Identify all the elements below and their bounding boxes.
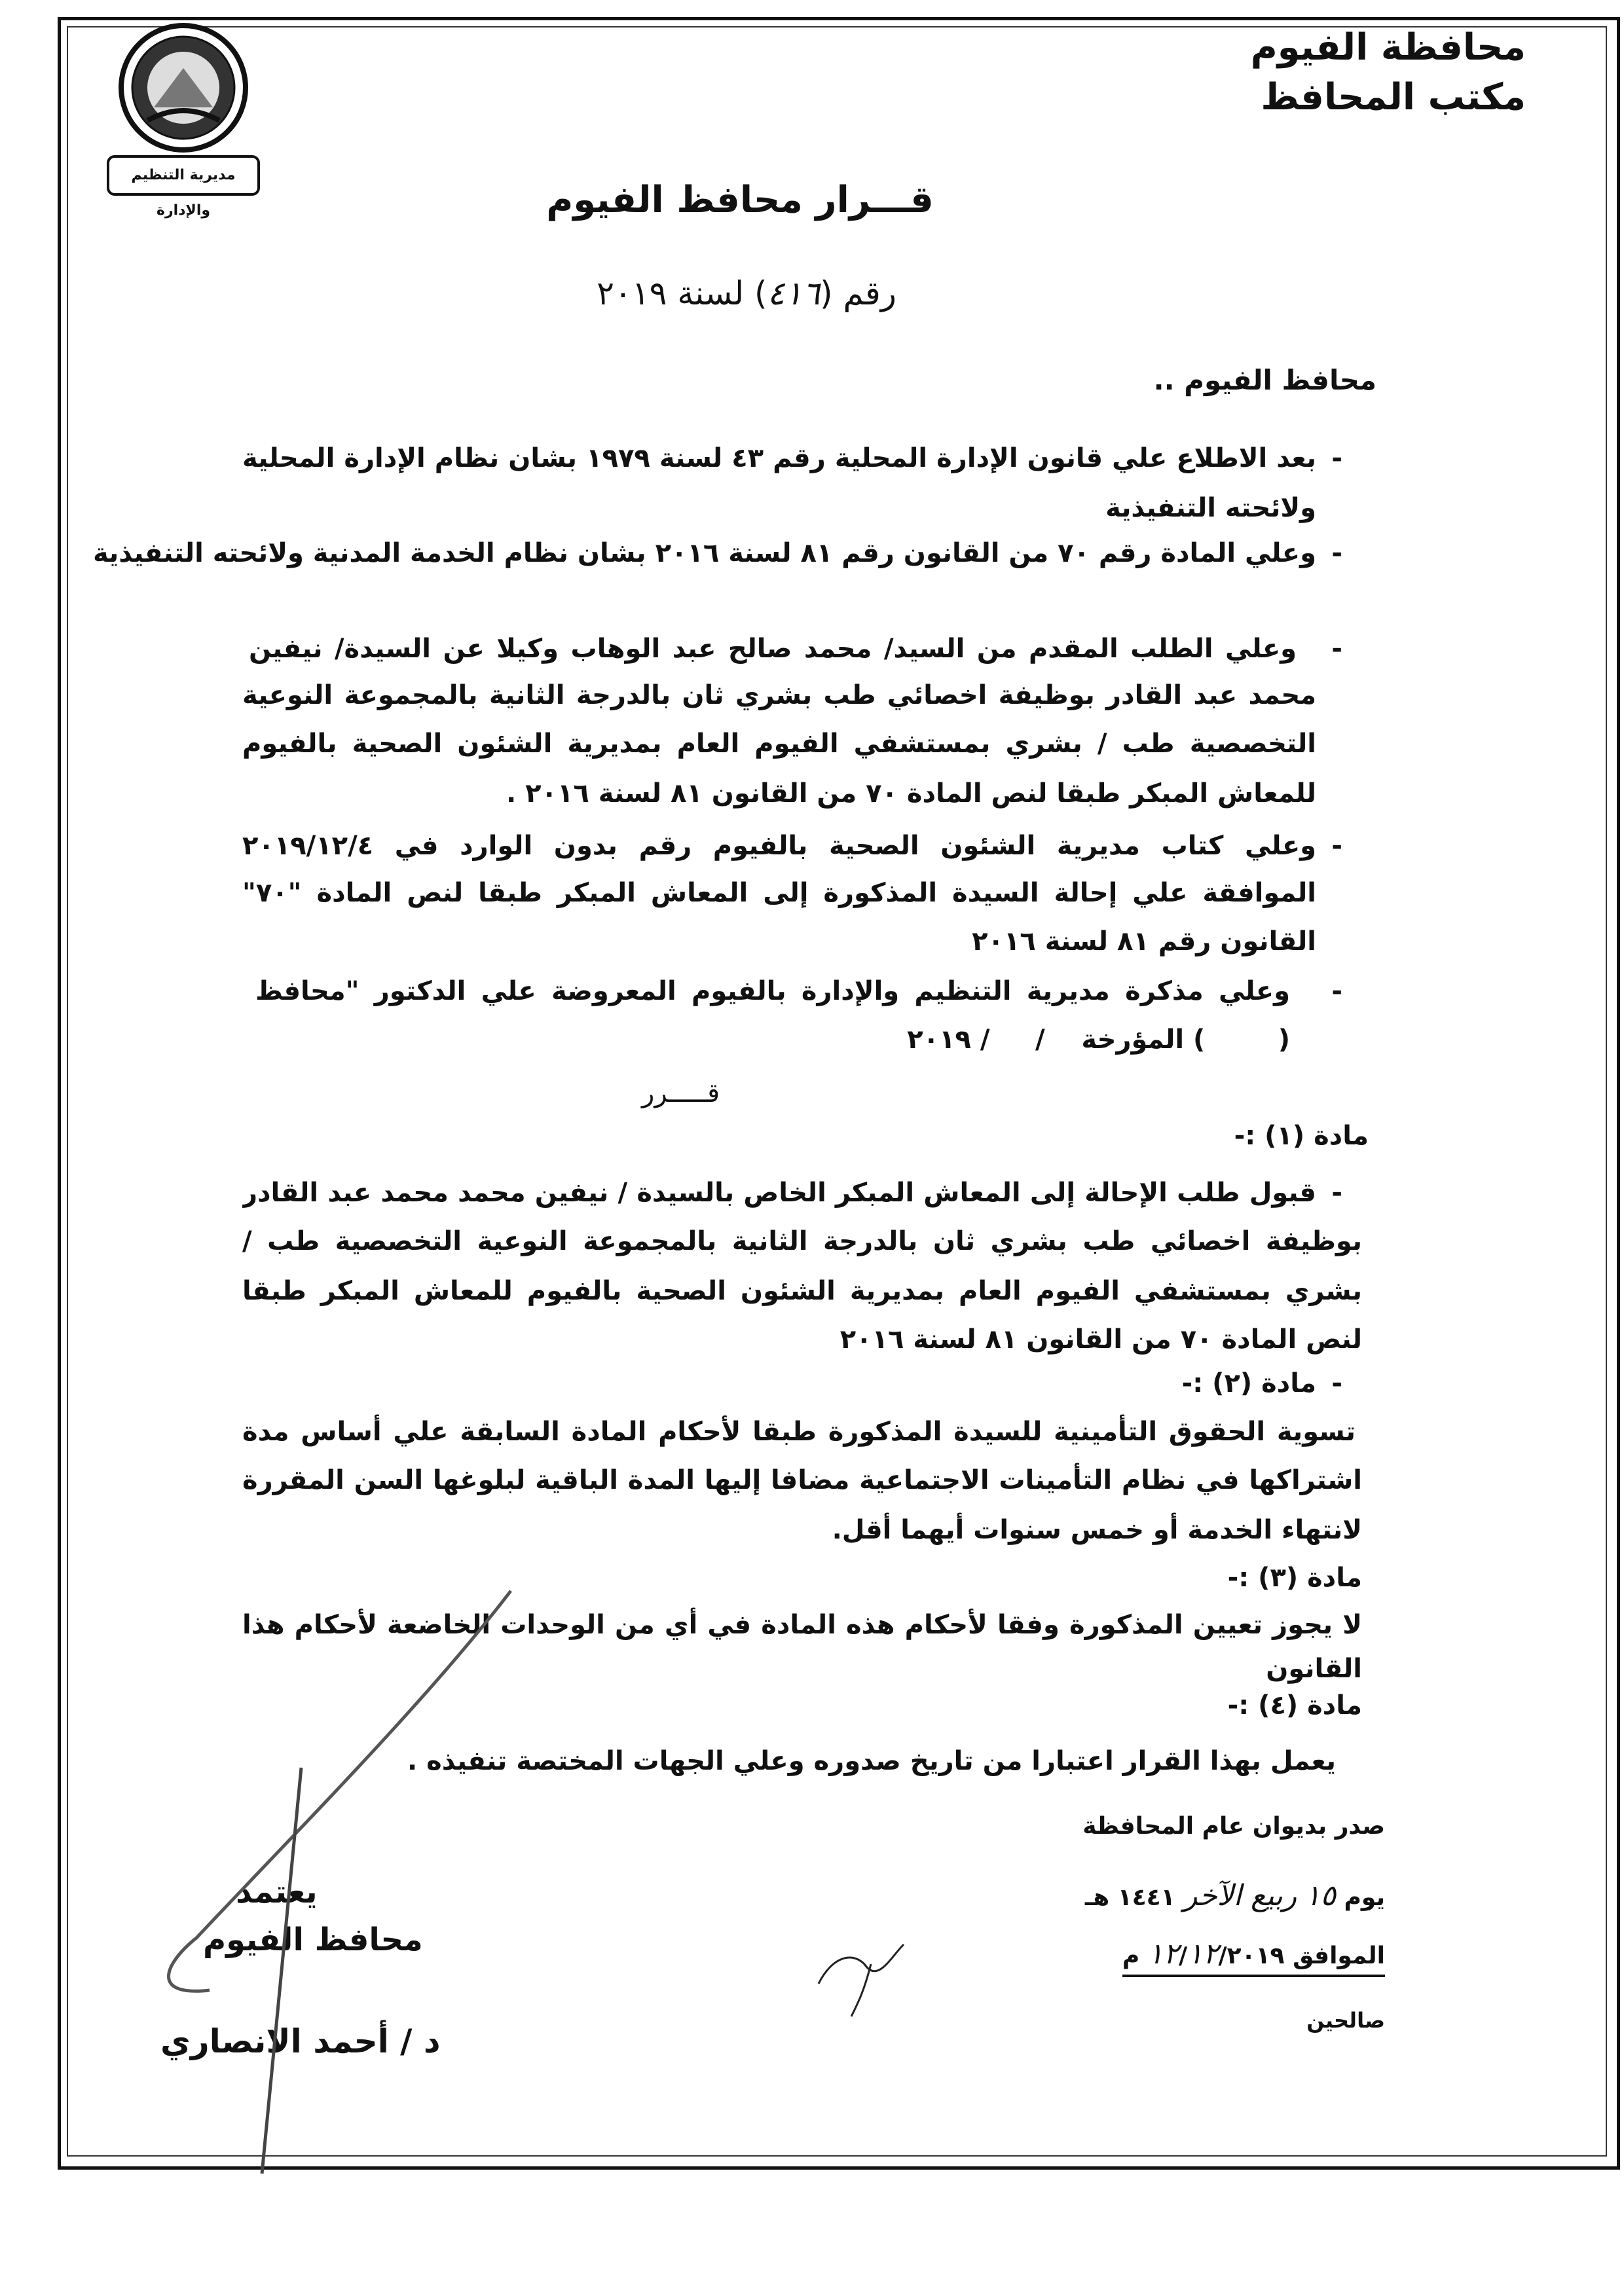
text-line: وعلي المادة رقم ٧٠ من القانون رقم ٨١ لسنة ٢٠١٦ بشان نظام الخدمة المدنية ولائحته التنفيذية [92, 538, 1316, 568]
hijri-year: ١٤٤١ هـ [1084, 1884, 1175, 1911]
text-line: القانون [1266, 1654, 1362, 1684]
bullet: - [1331, 538, 1342, 568]
greg-month: ١٢ [1187, 1937, 1219, 1971]
text-line: محمد عبد القادر بوظيفة اخصائي طب بشري ثان بالدرجة الثانية بالمجموعة النوعية [242, 680, 1316, 710]
text-line: التخصصية طب / بشري بمستشفي الفيوم العام بمديرية الشئون الصحية بالفيوم [242, 729, 1316, 759]
gregorian-date: الموافق ١٢/١٢/٢٠١٩ م [1122, 1936, 1385, 1977]
article-heading: مادة (٤) :- [1227, 1690, 1362, 1721]
text-line: بشري بمستشفي الفيوم العام بمديرية الشئون الصحية بالفيوم للمعاش المبكر طبقا [242, 1276, 1362, 1306]
header-office: مكتب المحافظ [1261, 76, 1526, 118]
decree-number-prefix: رقم ( [820, 274, 896, 312]
greg-prefix: الموافق [1293, 1942, 1385, 1969]
bullet: - [1331, 976, 1342, 1006]
article-heading: مادة (١) :- [1234, 1121, 1369, 1151]
text-line: للمعاش المبكر طبقا لنص المادة ٧٠ من القانون ٨١ لسنة ٢٠١٦ . [506, 778, 1316, 809]
greg-day: ١٢ [1147, 1937, 1179, 1971]
decision-heading: قـــــرر [642, 1078, 720, 1108]
page-title: قـــرار محافظ الفيوم [546, 179, 934, 221]
text-line: يعمل بهذا القرار اعتبارا من تاريخ صدوره وعلي الجهات المختصة تنفيذه . [407, 1746, 1336, 1776]
header-governorate: محافظة الفيوم [1250, 26, 1526, 69]
text-line: وعلي الطلب المقدم من السيد/ محمد صالح عبد الوهاب وكيلا عن السيدة/ نيفين [249, 634, 1297, 664]
bullet: - [1331, 831, 1342, 861]
text-line: اشتراكها في نظام التأمينات الاجتماعية مضافا إليها المدة الباقية لبلوغها السن المقررة [242, 1465, 1362, 1495]
hijri-prefix: يوم [1344, 1884, 1385, 1911]
article-heading: مادة (٣) :- [1227, 1563, 1362, 1593]
article-heading: مادة (٢) :- [1181, 1368, 1316, 1398]
bullet: - [1331, 1178, 1342, 1208]
decree-number-suffix: ) لسنة ٢٠١٩ [597, 274, 767, 312]
text-line: قبول طلب الإحالة إلى المعاش المبكر الخاص بالسيدة / نيفين محمد محمد عبد القادر [242, 1178, 1316, 1208]
text-line: ( ) المؤرخة / / ٢٠١٩ [907, 1025, 1290, 1055]
text-line: ولائحته التنفيذية [1105, 493, 1316, 523]
text-line: بوظيفة اخصائي طب بشري ثان بالدرجة الثانية بالمجموعة النوعية التخصصية طب / [242, 1226, 1362, 1256]
bullet: - [1331, 634, 1342, 664]
text-line: القانون رقم ٨١ لسنة ٢٠١٦ [972, 926, 1316, 957]
text-line: وعلي مذكرة مديرية التنظيم والإدارة بالفيوم المعروضة علي الدكتور "محافظ [255, 976, 1290, 1006]
issued-at: صدر بديوان عام المحافظة [1082, 1813, 1385, 1840]
text-line: بعد الاطلاع علي قانون الإدارة المحلية رقم ٤٣ لسنة ١٩٧٩ بشان نظام الإدارة المحلية [242, 443, 1316, 473]
text-line: الموافقة علي إحالة السيدة المذكورة إلى المعاش المبكر طبقا لنص المادة "٧٠" [242, 878, 1316, 908]
addressee: محافظ الفيوم .. [1153, 364, 1376, 396]
governor-name: د / أحمد الانصاري [160, 2022, 441, 2060]
typist-name: صالحين [1306, 2008, 1385, 2033]
governor-title: محافظ الفيوم [203, 1922, 423, 1958]
text-line: لانتهاء الخدمة أو خمس سنوات أيهما أقل. [832, 1515, 1362, 1545]
decree-number-value: ٤١٦ [767, 274, 821, 312]
text-line: لنص المادة ٧٠ من القانون ٨١ لسنة ٢٠١٦ [840, 1324, 1362, 1355]
text-line: تسوية الحقوق التأمينية للسيدة المذكورة طبقا لأحكام المادة السابقة علي أساس مدة [242, 1417, 1356, 1447]
bullet: - [1331, 443, 1342, 473]
hijri-month: ربيع الآخر [1183, 1879, 1297, 1912]
bullet: - [1331, 1368, 1342, 1398]
greg-year: /٢٠١٩ م [1122, 1942, 1285, 1969]
hijri-day: ١٥ [1304, 1879, 1336, 1912]
logo-caption: مديرية التنظيم والإدارة [131, 167, 236, 219]
approve-label: يعتمد [236, 1874, 318, 1910]
text-line: لا يجوز تعيين المذكورة وفقا لأحكام هذه المادة في أي من الوحدات الخاضعة لأحكام هذا [242, 1610, 1362, 1640]
text-line: وعلي كتاب مديرية الشئون الصحية بالفيوم رقم بدون الوارد في ٢٠١٩/١٢/٤ [242, 831, 1316, 861]
